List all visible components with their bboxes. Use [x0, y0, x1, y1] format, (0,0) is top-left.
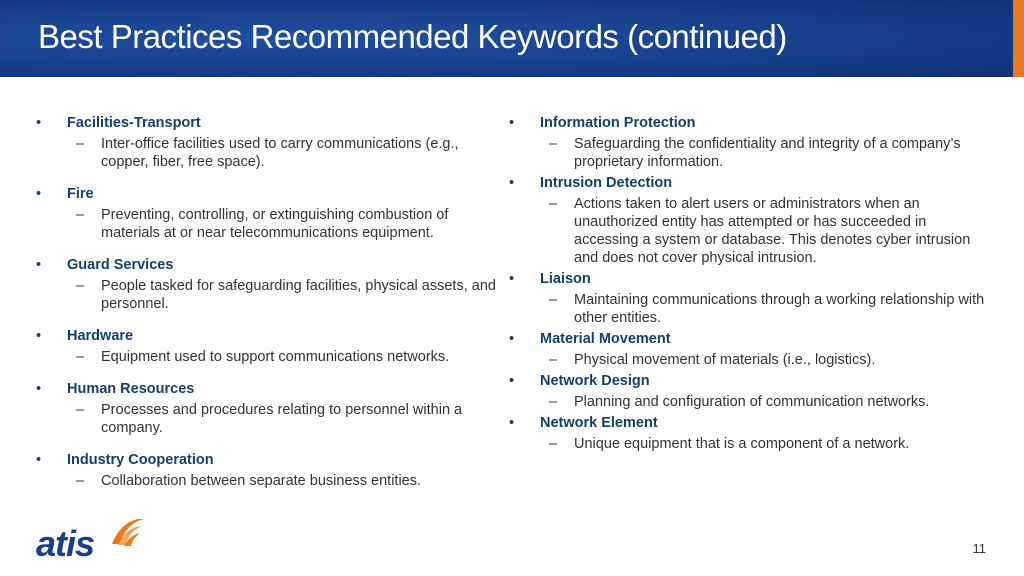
keyword-item: [505, 114, 990, 171]
keyword-term: • Network Design: [509, 373, 650, 389]
atis-logo: [36, 514, 146, 560]
bullet-icon: •: [36, 115, 42, 131]
keyword-item: [505, 414, 990, 453]
dash-icon: –: [76, 207, 85, 223]
page-number: 11: [972, 541, 986, 556]
dash-icon: –: [76, 402, 85, 418]
left-keyword-column: [32, 112, 510, 504]
keyword-term: • Network Element: [509, 415, 658, 431]
keyword-definition: – Equipment used to support communications networks.: [76, 349, 450, 365]
dash-icon: –: [549, 196, 558, 212]
slide-title: Best Practices Recommended Keywords (continued): [38, 18, 787, 55]
keyword-item: [32, 256, 510, 313]
dash-icon: –: [76, 278, 85, 294]
keyword-definition: – People tasked for safeguarding facilities, physical assets, and personnel.: [76, 278, 496, 312]
dash-icon: –: [549, 436, 558, 452]
title-accent-strip: [1013, 0, 1024, 77]
keyword-definition: – Physical movement of materials (i.e., logistics).: [549, 352, 876, 368]
keyword-item: [32, 451, 510, 490]
keyword-term: • Hardware: [36, 328, 134, 344]
keyword-item: [505, 372, 990, 411]
atis-logo-swoosh-icon: [36, 514, 146, 560]
keyword-term: • Industry Cooperation: [36, 452, 214, 468]
bullet-icon: •: [509, 271, 515, 287]
dash-icon: –: [549, 394, 558, 410]
keyword-definition: – Safeguarding the confidentiality and integrity of a company’s proprietary information.: [549, 136, 961, 170]
keyword-definition: – Preventing, controlling, or extinguishing combustion of materials at or near telecommunications equipment.: [76, 207, 449, 241]
bullet-icon: •: [509, 175, 515, 191]
bullet-icon: •: [36, 186, 42, 202]
bullet-icon: •: [509, 415, 515, 431]
bullet-icon: •: [509, 115, 515, 131]
keyword-item: [32, 185, 510, 242]
atis-logo-text: atis: [36, 523, 95, 560]
keyword-definition: – Collaboration between separate business entities.: [76, 473, 422, 489]
dash-icon: –: [549, 292, 558, 308]
keyword-term: • Information Protection: [509, 115, 696, 131]
keyword-term: • Guard Services: [36, 257, 174, 273]
bullet-icon: •: [36, 452, 42, 468]
bullet-icon: •: [509, 331, 515, 347]
keyword-definition: – Maintaining communications through a working relationship with other entities.: [549, 292, 985, 326]
dash-icon: –: [76, 473, 85, 489]
keyword-term: • Intrusion Detection: [509, 175, 673, 191]
dash-icon: –: [76, 136, 85, 152]
dash-icon: –: [549, 352, 558, 368]
keyword-definition: – Inter-office facilities used to carry communications (e.g., copper, fiber, free space).: [76, 136, 459, 170]
keyword-item: [505, 270, 990, 327]
bullet-icon: •: [36, 257, 42, 273]
keyword-term: • Liaison: [509, 271, 591, 287]
keyword-definition: – Unique equipment that is a component of a network.: [549, 436, 910, 452]
keyword-term: • Human Resources: [36, 381, 195, 397]
bullet-icon: •: [509, 373, 515, 389]
bullet-icon: •: [36, 328, 42, 344]
keyword-item: [505, 330, 990, 369]
keyword-definition: – Planning and configuration of communication networks.: [549, 394, 930, 410]
keyword-definition: – Actions taken to alert users or administrators when an unauthorized entity has attempted or has succeeded in accessing a system or database. This denotes cyber intrusion and does not cover physical intrusion.: [549, 196, 971, 266]
dash-icon: –: [549, 136, 558, 152]
dash-icon: –: [76, 349, 85, 365]
title-bar: [0, 0, 1013, 77]
keyword-term: • Fire: [36, 186, 94, 202]
keyword-item: [505, 174, 990, 267]
bullet-icon: •: [36, 381, 42, 397]
keyword-item: [32, 327, 510, 366]
keyword-definition: – Processes and procedures relating to personnel within a company.: [76, 402, 463, 436]
keyword-item: [32, 114, 510, 171]
keyword-term: • Facilities-Transport: [36, 115, 201, 131]
keyword-item: [32, 380, 510, 437]
right-keyword-column: [505, 112, 990, 456]
keyword-term: • Material Movement: [509, 331, 671, 347]
